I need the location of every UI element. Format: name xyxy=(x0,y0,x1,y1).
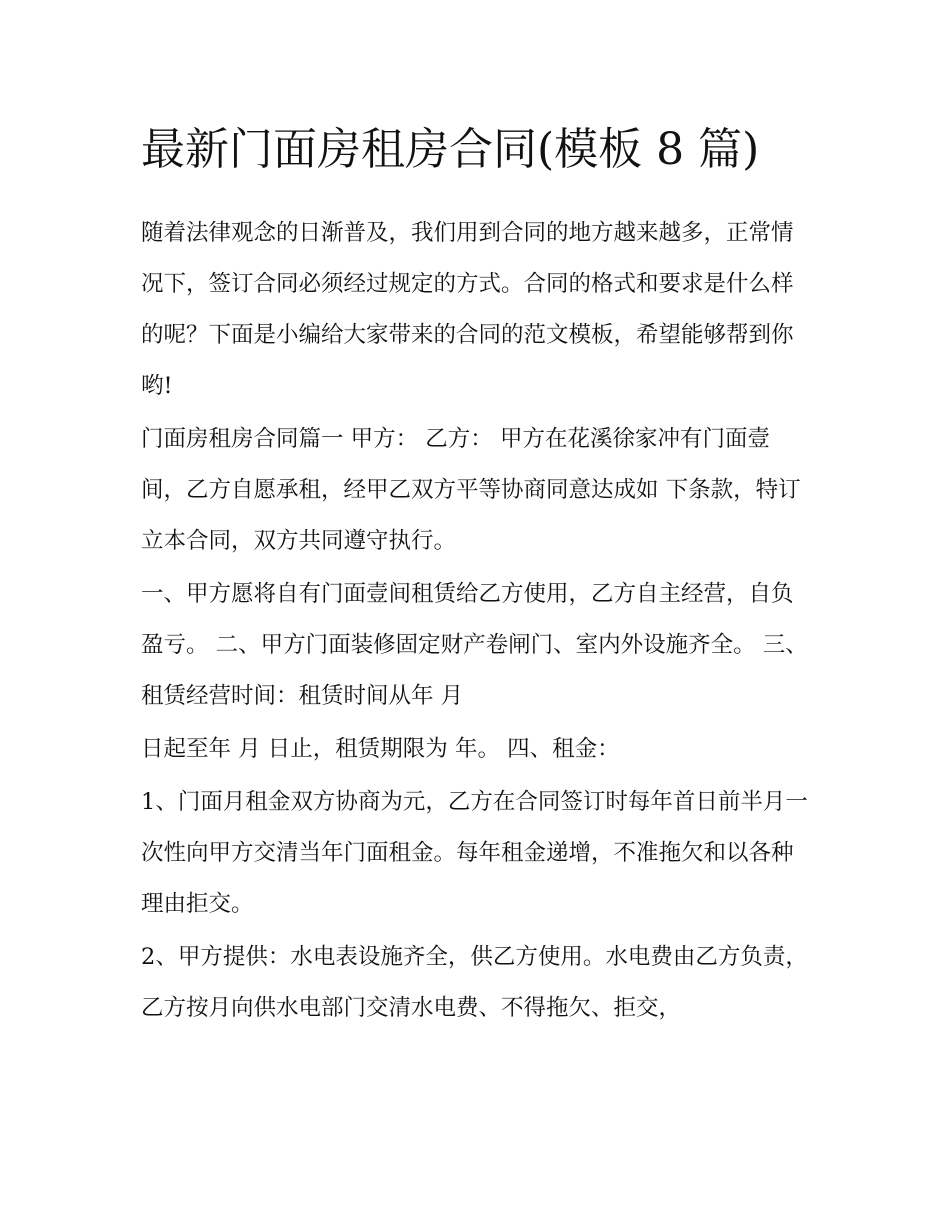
paragraph-rent-item-2: 2、甲方提供：水电表设施齐全，供乙方使用。水电费由乙方负责，乙方按月向供水电部门交清水电费、不得拖欠、拒交， xyxy=(141,944,808,1021)
paragraph-intro: 随着法律观念的日渐普及，我们用到合同的地方越来越多，正常情况下，签订合同必须经过规定的方式。合同的格式和要求是什么样的呢？下面是小编给大家带来的合同的范文模板，希望能够帮到你哟! xyxy=(141,220,794,399)
paragraph-lease-term: 日起至年 月 日止，租赁期限为 年。 四、租金： xyxy=(141,736,620,762)
paragraph-contract-one-parties: 门面房租房合同篇一 甲方： 乙方： 甲方在花溪徐家冲有门面壹间，乙方自愿承租，经甲乙双方平等协商同意达成如 下条款，特订立本合同，双方共同遵守执行。 xyxy=(141,426,801,554)
document-content xyxy=(141,112,813,1036)
paragraph-clauses-one-to-three: 一、甲方愿将自有门面壹间租赁给乙方使用，乙方自主经营，自负盈亏。 二、甲方门面装修固定财产卷闸门、室内外设施齐全。 三、租赁经营时间：租赁时间从年 月 xyxy=(141,581,808,709)
document-title: 最新门面房租房合同(模板 8 篇) xyxy=(141,124,760,175)
paragraph-rent-item-1: 1、门面月租金双方协商为元，乙方在合同签订时每年首日前半月一次性向甲方交清当年门面租金。每年租金递增，不准拖欠和以各种理由拒交。 xyxy=(141,789,808,917)
